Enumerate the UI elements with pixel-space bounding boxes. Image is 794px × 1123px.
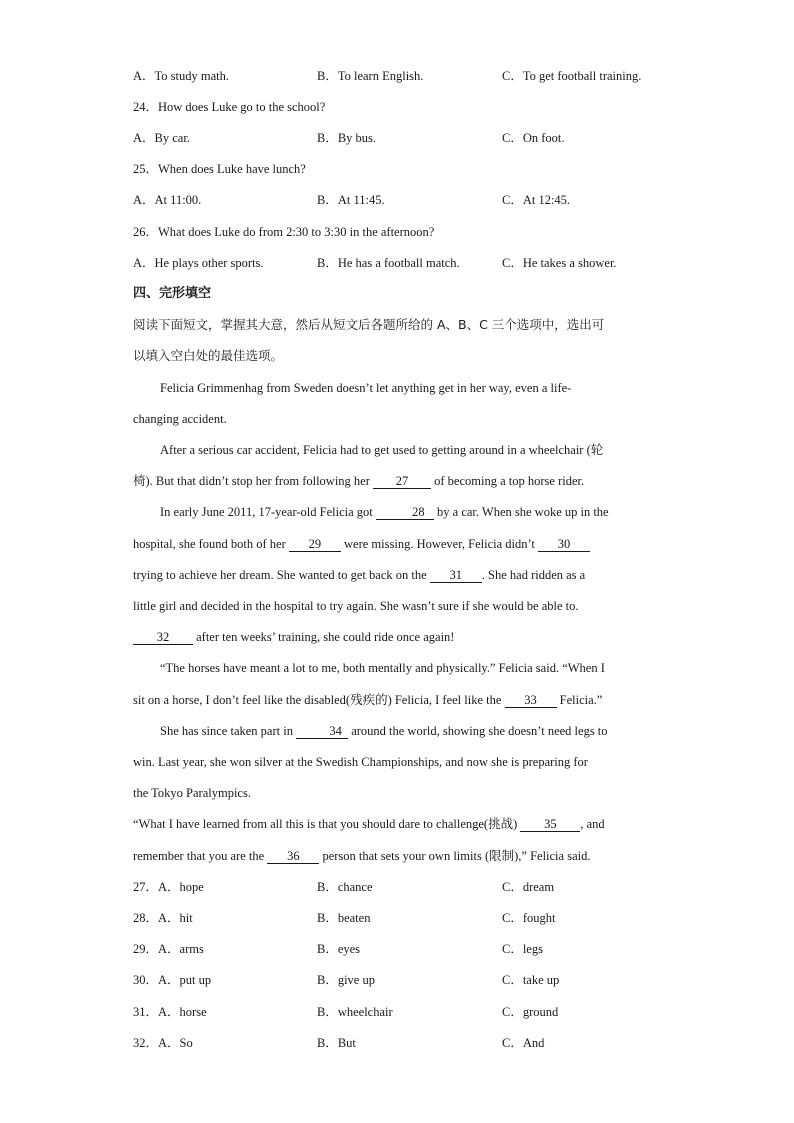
option-a-text: A．hit [158, 911, 193, 925]
passage-p4-line-2 [133, 692, 663, 708]
passage-text: Felicia.” [556, 693, 603, 707]
passage-text: , and [580, 817, 605, 831]
q25-stem: 25．When does Luke have lunch? [133, 162, 306, 176]
q26-option-b: B．He has a football match. [317, 256, 460, 270]
passage-p3-line-2 [133, 536, 663, 552]
cloze-option-c: C．dream [502, 880, 555, 894]
blank-33: 33 [505, 693, 557, 708]
cloze-option-a [133, 879, 204, 895]
q26-option-c: C．He takes a shower. [502, 256, 617, 270]
passage-text: around the world, showing she doesn’t need legs to [348, 724, 608, 738]
passage-p2-line-1: After a serious car accident, Felicia had to get used to getting around in a wheelchair (轮 [160, 443, 604, 457]
blank-28: 28 [376, 505, 434, 520]
cloze-option-c: C．And [502, 1036, 545, 1050]
cloze-option-a [133, 1035, 193, 1051]
option-a-text: A．horse [158, 1005, 207, 1019]
q25-options [133, 192, 663, 208]
q24-option-a: A．By car. [133, 131, 190, 145]
passage-text: . She had ridden as a [481, 568, 586, 582]
cloze-option-row [133, 879, 663, 895]
cloze-option-row [133, 1035, 663, 1051]
cloze-option-row [133, 1004, 663, 1020]
passage-text: “What I have learned from all this is that you should dare to challenge(挑战) [133, 817, 521, 831]
cloze-option-row [133, 941, 663, 957]
blank-30: 30 [538, 537, 590, 552]
cloze-option-row [133, 910, 663, 926]
passage-text: trying to achieve her dream. She wanted to get back on the [133, 568, 430, 582]
passage-p2-line-2 [133, 473, 663, 489]
question-number: 31． [133, 1005, 159, 1019]
q23-options [133, 68, 663, 84]
passage-p4-line-1: “The horses have meant a lot to me, both mentally and physically.” Felicia said. “When I [160, 661, 605, 675]
cloze-option-c: C．fought [502, 911, 556, 925]
cloze-option-a [133, 910, 193, 926]
q24-option-b: B．By bus. [317, 131, 377, 145]
q25-option-c: C．At 12:45. [502, 193, 571, 207]
blank-36: 36 [267, 849, 319, 864]
cloze-option-b: B．wheelchair [317, 1005, 393, 1019]
blank-31: 31 [430, 568, 482, 583]
passage-text: hospital, she found both of her [133, 537, 289, 551]
cloze-option-b: B．beaten [317, 911, 371, 925]
passage-p6-line-2 [133, 848, 663, 864]
cloze-option-a [133, 1004, 207, 1020]
option-a-text: A．So [158, 1036, 193, 1050]
passage-p3-line-1 [133, 504, 663, 520]
passage-p5-line-1 [133, 723, 663, 739]
q23-option-a: A．To study math. [133, 69, 229, 83]
q24-options [133, 130, 663, 146]
passage-text: In early June 2011, 17-year-old Felicia got [160, 505, 376, 519]
blank-32: 32 [133, 630, 193, 645]
passage-text: by a car. When she woke up in the [433, 505, 609, 519]
passage-p6-line-1 [133, 816, 663, 832]
passage-p5-line-2: win. Last year, she won silver at the Swedish Championships, and now she is preparing for [133, 755, 588, 769]
q26-stem: 26．What does Luke do from 2:30 to 3:30 in the afternoon? [133, 225, 435, 239]
passage-p5-line-3: the Tokyo Paralympics. [133, 786, 251, 800]
cloze-option-b: B．chance [317, 880, 373, 894]
question-number: 30． [133, 973, 159, 987]
section-title: 四、完形填空 [133, 286, 212, 301]
option-a-text: A．hope [158, 880, 204, 894]
blank-35: 35 [520, 817, 580, 832]
q26-options [133, 255, 663, 271]
q26-option-a: A．He plays other sports. [133, 256, 264, 270]
question-number: 32． [133, 1036, 159, 1050]
passage-p1-line-2: changing accident. [133, 412, 227, 426]
passage-text: of becoming a top horse rider. [431, 474, 585, 488]
blank-29: 29 [289, 537, 341, 552]
question-number: 29． [133, 942, 159, 956]
cloze-option-a [133, 941, 204, 957]
q24-option-c: C．On foot. [502, 131, 565, 145]
passage-p3-line-3 [133, 567, 663, 583]
passage-text: 椅). But that didn’t stop her from following her [133, 474, 374, 488]
option-a-text: A．arms [158, 942, 204, 956]
cloze-option-c: C．legs [502, 942, 543, 956]
q25-option-b: B．At 11:45. [317, 193, 385, 207]
option-a-text: A．put up [158, 973, 212, 987]
section-instruction-line-1: 阅读下面短文，掌握其大意，然后从短文后各题所给的 A、B、C 三个选项中，选出可 [133, 317, 605, 332]
q25-option-a: A．At 11:00. [133, 193, 202, 207]
passage-p3-line-5 [133, 629, 663, 645]
passage-text: person that sets your own limits (限制),” Felicia said. [319, 849, 591, 863]
cloze-option-b: B．give up [317, 973, 375, 987]
passage-text: She has since taken part in [160, 724, 297, 738]
cloze-option-c: C．take up [502, 973, 560, 987]
cloze-option-row [133, 972, 663, 988]
passage-text: were missing. However, Felicia didn’t [340, 537, 539, 551]
cloze-option-b: B．But [317, 1036, 356, 1050]
blank-27: 27 [373, 474, 431, 489]
passage-text: after ten weeks’ training, she could ride once again! [193, 630, 455, 644]
passage-p1-line-1: Felicia Grimmenhag from Sweden doesn’t let anything get in her way, even a life- [160, 381, 572, 395]
q23-option-c: C．To get football training. [502, 69, 642, 83]
q24-stem: 24．How does Luke go to the school? [133, 100, 326, 114]
section-instruction-line-2: 以填入空白处的最佳选项。 [133, 348, 284, 363]
passage-text: remember that you are the [133, 849, 268, 863]
question-number: 27． [133, 880, 159, 894]
question-number: 28． [133, 911, 159, 925]
blank-34: 34 [296, 724, 348, 739]
cloze-option-c: C．ground [502, 1005, 559, 1019]
q23-option-b: B．To learn English. [317, 69, 424, 83]
passage-p3-line-4: little girl and decided in the hospital to try again. She wasn’t sure if she would be able to. [133, 599, 579, 613]
cloze-option-a [133, 972, 211, 988]
cloze-option-b: B．eyes [317, 942, 361, 956]
passage-text: sit on a horse, I don’t feel like the disabled(残疾的) Felicia, I feel like the [133, 693, 505, 707]
